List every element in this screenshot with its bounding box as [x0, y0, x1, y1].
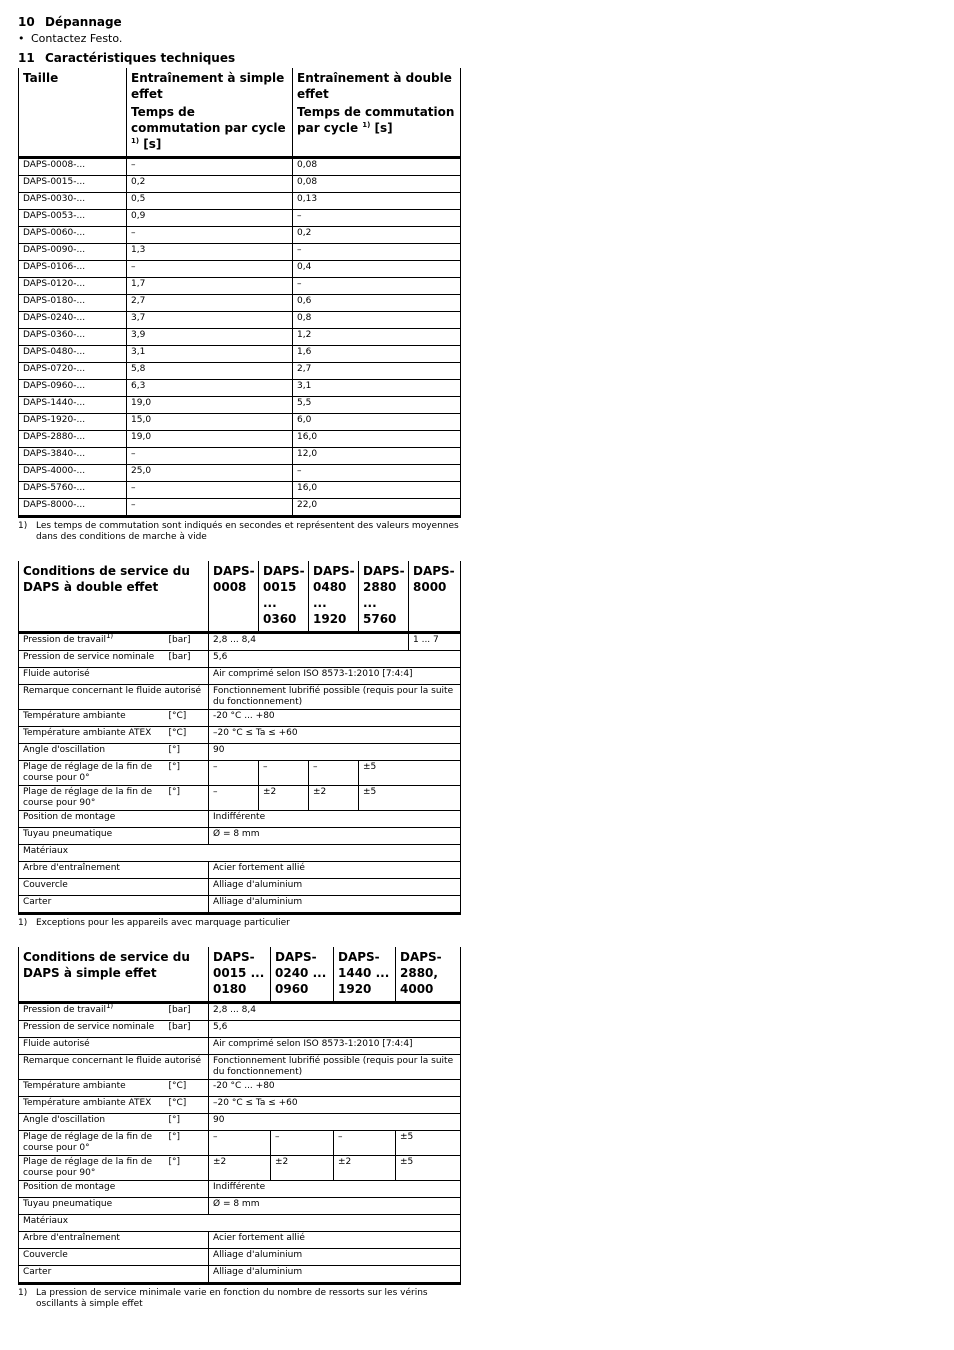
- document-page: [18, 14, 460, 1310]
- single-effect-cell: 1,3: [127, 244, 293, 261]
- table-row: Plage de réglage de la fin de course pour 90° [°] ±2 ±2 ±2 ±5: [19, 1156, 461, 1181]
- table-row: Position de montage Indifférente: [19, 811, 461, 828]
- table-row: Matériaux: [19, 1215, 461, 1232]
- table3-title: Conditions de service du DAPS à simple effet: [19, 947, 209, 1003]
- table-row: [19, 176, 461, 193]
- double-effect-cell: 1,2: [293, 329, 461, 346]
- size-cell: DAPS-3840-...: [19, 448, 127, 465]
- table-row: Température ambiante [°C] -20 °C ... +80: [19, 710, 461, 727]
- single-effect-cell: 0,2: [127, 176, 293, 193]
- size-cell: DAPS-5760-...: [19, 482, 127, 499]
- size-cell: DAPS-0008-...: [19, 158, 127, 176]
- table3-col: DAPS- 0240 ... 0960: [271, 947, 334, 1003]
- table-row: [19, 210, 461, 227]
- table3-col: DAPS- 1440 ... 1920: [334, 947, 396, 1003]
- table-row: [19, 278, 461, 295]
- single-effect-cell: 2,7: [127, 295, 293, 312]
- table-row: Remarque concernant le fluide autorisé Fonctionnement lubrifié possible (requis pour la suite du fonctionnement): [19, 1055, 461, 1080]
- single-effect-conditions-table: [18, 947, 461, 1285]
- switching-time-table: [18, 68, 461, 518]
- size-cell: DAPS-0480-...: [19, 346, 127, 363]
- table-row: Pression de service nominale [bar] 5,6: [19, 651, 461, 668]
- double-effect-cell: 3,1: [293, 380, 461, 397]
- size-cell: DAPS-1440-...: [19, 397, 127, 414]
- bullet-item: • Contactez Festo.: [18, 32, 123, 45]
- table-row: Carter Alliage d'aluminium: [19, 1266, 461, 1284]
- table-row: Plage de réglage de la fin de course pour 0° [°] – – – ±5: [19, 1131, 461, 1156]
- single-effect-cell: 5,8: [127, 363, 293, 380]
- table-row: [19, 482, 461, 499]
- single-effect-cell: 1,7: [127, 278, 293, 295]
- section-10-heading: 10 Dépannage: [18, 15, 122, 29]
- table-row: Couvercle Alliage d'aluminium: [19, 1249, 461, 1266]
- single-effect-cell: 3,9: [127, 329, 293, 346]
- double-effect-cell: –: [293, 465, 461, 482]
- size-cell: DAPS-0180-...: [19, 295, 127, 312]
- table-row: Arbre d'entraînement Acier fortement allié: [19, 1232, 461, 1249]
- size-cell: DAPS-2880-...: [19, 431, 127, 448]
- single-effect-cell: –: [127, 448, 293, 465]
- table-row: [19, 261, 461, 278]
- double-effect-cell: 12,0: [293, 448, 461, 465]
- table2-col: DAPS- 0480 ... 1920: [309, 561, 359, 633]
- single-effect-cell: 25,0: [127, 465, 293, 482]
- table-row: [19, 431, 461, 448]
- single-effect-cell: 15,0: [127, 414, 293, 431]
- table-row: Tuyau pneumatique Ø = 8 mm: [19, 828, 461, 845]
- table-row: Plage de réglage de la fin de course pour 90° [°] – ±2 ±2 ±5: [19, 786, 461, 811]
- double-effect-cell: 0,08: [293, 158, 461, 176]
- size-cell: DAPS-0106-...: [19, 261, 127, 278]
- table2-footnote: 1) Exceptions pour les appareils avec marquage particulier: [18, 918, 290, 928]
- table-row: Arbre d'entraînement Acier fortement allié: [19, 862, 461, 879]
- table-row: Fluide autorisé Air comprimé selon ISO 8573-1:2010 [7:4:4]: [19, 1038, 461, 1055]
- double-effect-cell: 22,0: [293, 499, 461, 517]
- table-row: [19, 312, 461, 329]
- table-row: Angle d'oscillation [°] 90: [19, 744, 461, 761]
- double-effect-cell: 2,7: [293, 363, 461, 380]
- section-11-title: Caractéristiques techniques: [45, 51, 236, 65]
- double-effect-cell: –: [293, 210, 461, 227]
- header-size: Taille: [19, 68, 127, 158]
- double-effect-cell: 0,6: [293, 295, 461, 312]
- table-row: Température ambiante ATEX [°C] –20 °C ≤ Ta ≤ +60: [19, 1097, 461, 1114]
- table-row: Couvercle Alliage d'aluminium: [19, 879, 461, 896]
- section-10-title: Dépannage: [45, 15, 122, 29]
- table-row: Carter Alliage d'aluminium: [19, 896, 461, 914]
- single-effect-cell: 0,5: [127, 193, 293, 210]
- table-row: Plage de réglage de la fin de course pour 0° [°] – – – ±5: [19, 761, 461, 786]
- double-effect-conditions-table: [18, 561, 461, 915]
- size-cell: DAPS-0360-...: [19, 329, 127, 346]
- double-effect-cell: 6,0: [293, 414, 461, 431]
- table2-col: DAPS- 0015 ... 0360: [259, 561, 309, 633]
- single-effect-cell: 0,9: [127, 210, 293, 227]
- table1-footnote: 1) Les temps de commutation sont indiqués en secondes et représentent des valeurs moyennes dans des conditions de marche à vide: [18, 521, 459, 542]
- table-row: [19, 499, 461, 517]
- table-row: Pression de travail$^{1)}$ [bar] 2,8 ... 8,4: [19, 1003, 461, 1021]
- single-effect-cell: –: [127, 261, 293, 278]
- table-row: Température ambiante ATEX [°C] –20 °C ≤ Ta ≤ +60: [19, 727, 461, 744]
- size-cell: DAPS-0053-...: [19, 210, 127, 227]
- size-cell: DAPS-0120-...: [19, 278, 127, 295]
- table-row: [19, 158, 461, 176]
- table-row: Angle d'oscillation [°] 90: [19, 1114, 461, 1131]
- double-effect-cell: 0,4: [293, 261, 461, 278]
- double-effect-cell: –: [293, 278, 461, 295]
- table3-col: DAPS- 2880, 4000: [396, 947, 461, 1003]
- table-row: Tuyau pneumatique Ø = 8 mm: [19, 1198, 461, 1215]
- size-cell: DAPS-4000-...: [19, 465, 127, 482]
- header-single-effect: Entraînement à simple effet Temps de commutation par cycle $^{1)}$ [s]: [127, 68, 293, 158]
- size-cell: DAPS-0240-...: [19, 312, 127, 329]
- table-row: [19, 329, 461, 346]
- single-effect-cell: –: [127, 227, 293, 244]
- table3-footnote: 1) La pression de service minimale varie en fonction du nombre de ressorts sur les vérins oscillants à simple effet: [18, 1288, 428, 1309]
- double-effect-cell: 5,5: [293, 397, 461, 414]
- single-effect-cell: 6,3: [127, 380, 293, 397]
- size-cell: DAPS-0060-...: [19, 227, 127, 244]
- size-cell: DAPS-8000-...: [19, 499, 127, 517]
- single-effect-cell: 3,1: [127, 346, 293, 363]
- table2-title: Conditions de service du DAPS à double effet: [19, 561, 209, 633]
- size-cell: DAPS-0015-...: [19, 176, 127, 193]
- table3-col: DAPS- 0015 ... 0180: [209, 947, 271, 1003]
- double-effect-cell: 0,13: [293, 193, 461, 210]
- header-double-effect: Entraînement à double effet Temps de commutation par cycle $^{1)}$ [s]: [293, 68, 461, 158]
- table-row: Température ambiante [°C] -20 °C ... +80: [19, 1080, 461, 1097]
- double-effect-cell: –: [293, 244, 461, 261]
- table-row: Matériaux: [19, 845, 461, 862]
- double-effect-cell: 0,8: [293, 312, 461, 329]
- size-cell: DAPS-0090-...: [19, 244, 127, 261]
- size-cell: DAPS-0720-...: [19, 363, 127, 380]
- table-row: [19, 363, 461, 380]
- table2-col: DAPS- 0008: [209, 561, 259, 633]
- size-cell: DAPS-1920-...: [19, 414, 127, 431]
- table-row: [19, 244, 461, 261]
- bullet-icon: •: [18, 32, 25, 45]
- single-effect-cell: 19,0: [127, 431, 293, 448]
- table-row: [19, 397, 461, 414]
- single-effect-cell: 19,0: [127, 397, 293, 414]
- table-row: [19, 346, 461, 363]
- table-row: Pression de service nominale [bar] 5,6: [19, 1021, 461, 1038]
- single-effect-cell: 3,7: [127, 312, 293, 329]
- table2-col: DAPS- 8000: [409, 561, 461, 633]
- double-effect-cell: 0,08: [293, 176, 461, 193]
- table-row: [19, 380, 461, 397]
- single-effect-cell: –: [127, 482, 293, 499]
- table-row: [19, 465, 461, 482]
- double-effect-cell: 16,0: [293, 431, 461, 448]
- double-effect-cell: 1,6: [293, 346, 461, 363]
- table-row: Pression de travail$^{1)}$ [bar] 2,8 ... 8,4 1 ... 7: [19, 633, 461, 651]
- table-row: Position de montage Indifférente: [19, 1181, 461, 1198]
- table-row: Fluide autorisé Air comprimé selon ISO 8573-1:2010 [7:4:4]: [19, 668, 461, 685]
- single-effect-cell: –: [127, 499, 293, 517]
- table-row: [19, 193, 461, 210]
- double-effect-cell: 0,2: [293, 227, 461, 244]
- table-row: [19, 295, 461, 312]
- size-cell: DAPS-0960-...: [19, 380, 127, 397]
- single-effect-cell: –: [127, 158, 293, 176]
- section-11-heading: 11 Caractéristiques techniques: [18, 51, 236, 65]
- size-cell: DAPS-0030-...: [19, 193, 127, 210]
- table-row: [19, 414, 461, 431]
- table2-col: DAPS- 2880 ... 5760: [359, 561, 409, 633]
- table-row: [19, 448, 461, 465]
- table-row: [19, 227, 461, 244]
- table-row: Remarque concernant le fluide autorisé Fonctionnement lubrifié possible (requis pour la suite du fonctionnement): [19, 685, 461, 710]
- double-effect-cell: 16,0: [293, 482, 461, 499]
